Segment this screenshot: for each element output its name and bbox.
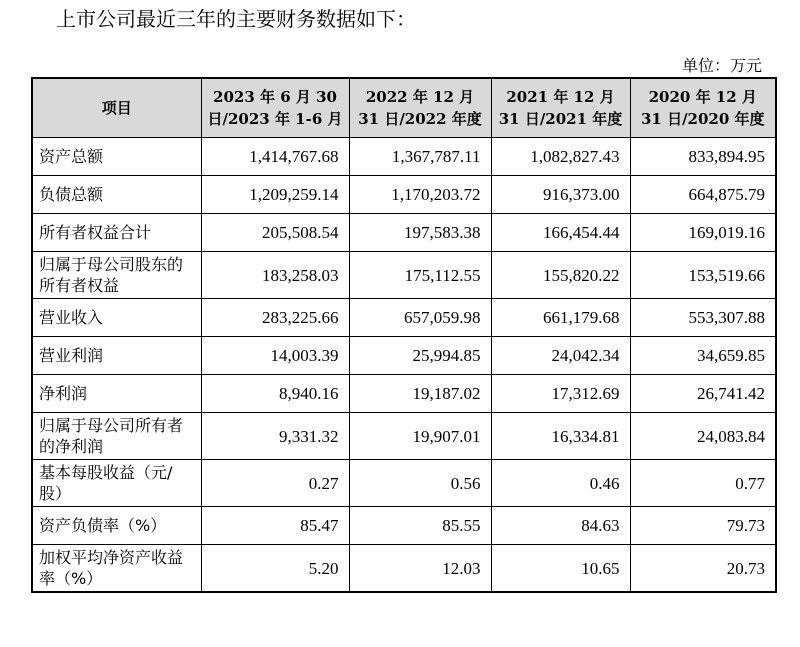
row-label: 营业利润 bbox=[32, 337, 201, 375]
table-row bbox=[32, 375, 776, 413]
intro-text: 上市公司最近三年的主要财务数据如下： bbox=[56, 7, 416, 31]
cell-value: 283,225.66 bbox=[201, 299, 349, 337]
cell-value: 661,179.68 bbox=[491, 299, 630, 337]
cell-value: 166,454.44 bbox=[491, 214, 630, 252]
row-label: 加权平均净资产收益率（%） bbox=[32, 545, 201, 593]
table-row bbox=[32, 507, 776, 545]
cell-value: 0.56 bbox=[349, 460, 491, 507]
header-2021: 2021 年 12 月 31 日/2021 年度 bbox=[491, 78, 630, 138]
cell-value: 553,307.88 bbox=[630, 299, 776, 337]
cell-value: 25,994.85 bbox=[349, 337, 491, 375]
cell-value: 10.65 bbox=[491, 545, 630, 593]
table-header-row bbox=[32, 78, 776, 138]
cell-value: 1,209,259.14 bbox=[201, 176, 349, 214]
cell-value: 17,312.69 bbox=[491, 375, 630, 413]
cell-value: 916,373.00 bbox=[491, 176, 630, 214]
cell-value: 20.73 bbox=[630, 545, 776, 593]
cell-value: 155,820.22 bbox=[491, 252, 630, 299]
table-row bbox=[32, 214, 776, 252]
unit-label: 单位：万元 bbox=[681, 56, 762, 75]
cell-value: 197,583.38 bbox=[349, 214, 491, 252]
cell-value: 0.27 bbox=[201, 460, 349, 507]
cell-value: 8,940.16 bbox=[201, 375, 349, 413]
header-2023h1: 2023 年 6 月 30 日/2023 年 1-6 月 bbox=[201, 78, 349, 138]
cell-value: 12.03 bbox=[349, 545, 491, 593]
cell-value: 84.63 bbox=[491, 507, 630, 545]
header-2022: 2022 年 12 月 31 日/2022 年度 bbox=[349, 78, 491, 138]
cell-value: 153,519.66 bbox=[630, 252, 776, 299]
cell-value: 9,331.32 bbox=[201, 413, 349, 460]
cell-value: 16,334.81 bbox=[491, 413, 630, 460]
financial-data-table bbox=[31, 77, 777, 593]
cell-value: 79.73 bbox=[630, 507, 776, 545]
table-row bbox=[32, 138, 776, 176]
cell-value: 1,170,203.72 bbox=[349, 176, 491, 214]
cell-value: 85.55 bbox=[349, 507, 491, 545]
table-row bbox=[32, 337, 776, 375]
cell-value: 183,258.03 bbox=[201, 252, 349, 299]
table-row bbox=[32, 176, 776, 214]
cell-value: 24,042.34 bbox=[491, 337, 630, 375]
cell-value: 14,003.39 bbox=[201, 337, 349, 375]
table-row bbox=[32, 545, 776, 593]
cell-value: 1,414,767.68 bbox=[201, 138, 349, 176]
cell-value: 833,894.95 bbox=[630, 138, 776, 176]
cell-value: 657,059.98 bbox=[349, 299, 491, 337]
cell-value: 1,082,827.43 bbox=[491, 138, 630, 176]
cell-value: 5.20 bbox=[201, 545, 349, 593]
cell-value: 175,112.55 bbox=[349, 252, 491, 299]
header-2020: 2020 年 12 月 31 日/2020 年度 bbox=[630, 78, 776, 138]
cell-value: 19,187.02 bbox=[349, 375, 491, 413]
cell-value: 205,508.54 bbox=[201, 214, 349, 252]
table-row bbox=[32, 299, 776, 337]
row-label: 净利润 bbox=[32, 375, 201, 413]
cell-value: 664,875.79 bbox=[630, 176, 776, 214]
cell-value: 19,907.01 bbox=[349, 413, 491, 460]
cell-value: 169,019.16 bbox=[630, 214, 776, 252]
table-row bbox=[32, 413, 776, 460]
cell-value: 85.47 bbox=[201, 507, 349, 545]
header-item: 项目 bbox=[32, 78, 201, 138]
table-row bbox=[32, 252, 776, 299]
cell-value: 26,741.42 bbox=[630, 375, 776, 413]
row-label: 资产总额 bbox=[32, 138, 201, 176]
cell-value: 1,367,787.11 bbox=[349, 138, 491, 176]
row-label: 归属于母公司所有者的净利润 bbox=[32, 413, 201, 460]
row-label: 基本每股收益（元/股） bbox=[32, 460, 201, 507]
row-label: 归属于母公司股东的所有者权益 bbox=[32, 252, 201, 299]
cell-value: 24,083.84 bbox=[630, 413, 776, 460]
cell-value: 0.77 bbox=[630, 460, 776, 507]
row-label: 资产负债率（%） bbox=[32, 507, 201, 545]
row-label: 负债总额 bbox=[32, 176, 201, 214]
table-row bbox=[32, 460, 776, 507]
cell-value: 34,659.85 bbox=[630, 337, 776, 375]
row-label: 营业收入 bbox=[32, 299, 201, 337]
cell-value: 0.46 bbox=[491, 460, 630, 507]
row-label: 所有者权益合计 bbox=[32, 214, 201, 252]
